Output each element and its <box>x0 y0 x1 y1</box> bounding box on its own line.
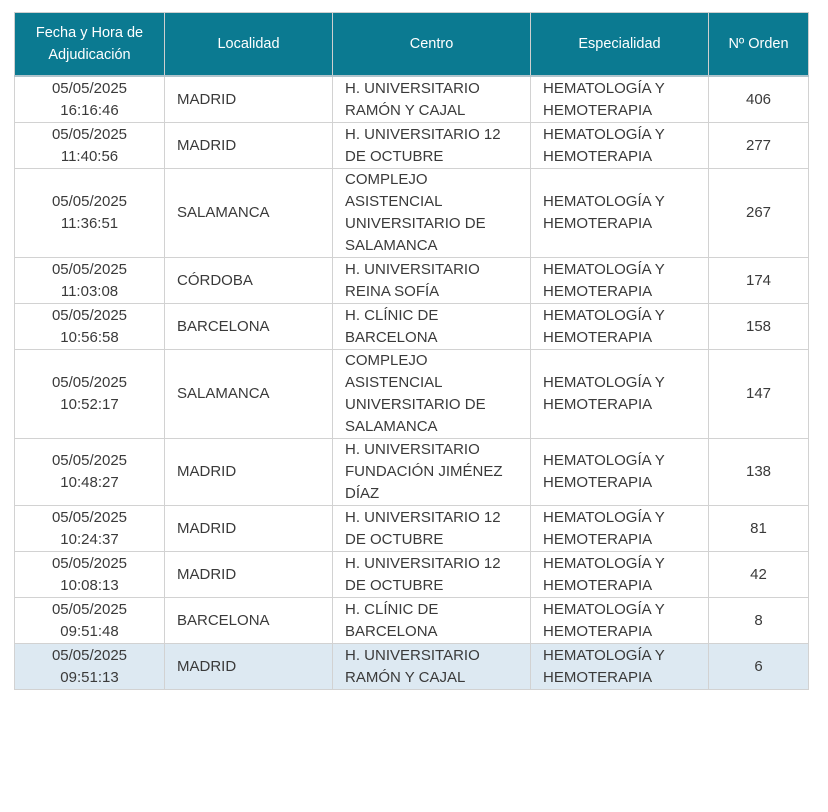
header-especialidad[interactable]: Especialidad <box>531 13 709 77</box>
localidad-cell: MADRID <box>165 76 333 123</box>
fecha-date: 05/05/2025 <box>51 79 128 97</box>
localidad-cell: MADRID <box>165 123 333 169</box>
fecha-date: 05/05/2025 <box>51 646 128 664</box>
centro-cell: COMPLEJO ASISTENCIAL UNIVERSITARIO DE SALAMANCA <box>333 169 531 258</box>
centro-cell: H. UNIVERSITARIO FUNDACIÓN JIMÉNEZ DÍAZ <box>333 439 531 506</box>
centro-cell: COMPLEJO ASISTENCIAL UNIVERSITARIO DE SALAMANCA <box>333 350 531 439</box>
localidad-cell: BARCELONA <box>165 598 333 644</box>
centro-cell: H. UNIVERSITARIO 12 DE OCTUBRE <box>333 123 531 169</box>
centro-cell: H. CLÍNIC DE BARCELONA <box>333 598 531 644</box>
table-row <box>15 76 809 123</box>
fecha-time: 10:08:13 <box>60 576 119 594</box>
especialidad-cell: HEMATOLOGÍA Y HEMOTERAPIA <box>531 76 709 123</box>
fecha-date: 05/05/2025 <box>51 193 128 210</box>
fecha-date: 05/05/2025 <box>51 260 128 278</box>
fecha-time: 11:40:56 <box>60 147 119 165</box>
centro-cell: H. UNIVERSITARIO 12 DE OCTUBRE <box>333 552 531 598</box>
centro-cell: H. UNIVERSITARIO REINA SOFÍA <box>333 258 531 304</box>
especialidad-cell: HEMATOLOGÍA Y HEMOTERAPIA <box>531 552 709 598</box>
fecha-cell <box>15 439 165 506</box>
localidad-cell: MADRID <box>165 552 333 598</box>
fecha-time: 10:52:17 <box>60 396 119 413</box>
orden-cell: 147 <box>709 350 809 439</box>
especialidad-cell: HEMATOLOGÍA Y HEMOTERAPIA <box>531 439 709 506</box>
orden-cell: 267 <box>709 169 809 258</box>
fecha-cell <box>15 304 165 350</box>
fecha-time: 09:51:48 <box>60 622 119 640</box>
especialidad-cell: HEMATOLOGÍA Y HEMOTERAPIA <box>531 169 709 258</box>
orden-cell: 6 <box>709 644 809 690</box>
fecha-cell <box>15 350 165 439</box>
especialidad-cell: HEMATOLOGÍA Y HEMOTERAPIA <box>531 123 709 169</box>
header-localidad[interactable]: Localidad <box>165 13 333 77</box>
fecha-time: 10:24:37 <box>60 530 119 548</box>
fecha-cell <box>15 552 165 598</box>
fecha-cell <box>15 644 165 690</box>
table-row <box>15 598 809 644</box>
header-fecha[interactable]: Fecha y Hora de Adjudicación <box>15 13 165 77</box>
localidad-cell: BARCELONA <box>165 304 333 350</box>
especialidad-cell: HEMATOLOGÍA Y HEMOTERAPIA <box>531 258 709 304</box>
table-row <box>15 123 809 169</box>
fecha-date: 05/05/2025 <box>51 600 128 618</box>
centro-cell: H. UNIVERSITARIO 12 DE OCTUBRE <box>333 506 531 552</box>
localidad-cell: CÓRDOBA <box>165 258 333 304</box>
header-centro[interactable]: Centro <box>333 13 531 77</box>
table-row <box>15 506 809 552</box>
orden-cell: 8 <box>709 598 809 644</box>
fecha-date: 05/05/2025 <box>51 452 128 469</box>
table-row <box>15 169 809 258</box>
orden-cell: 406 <box>709 76 809 123</box>
fecha-date: 05/05/2025 <box>51 554 128 572</box>
table-row <box>15 304 809 350</box>
especialidad-cell: HEMATOLOGÍA Y HEMOTERAPIA <box>531 598 709 644</box>
fecha-cell <box>15 506 165 552</box>
fecha-date: 05/05/2025 <box>51 125 128 143</box>
localidad-cell: SALAMANCA <box>165 350 333 439</box>
table-row <box>15 552 809 598</box>
fecha-time: 11:36:51 <box>60 215 119 232</box>
centro-cell: H. UNIVERSITARIO RAMÓN Y CAJAL <box>333 644 531 690</box>
localidad-cell: MADRID <box>165 644 333 690</box>
table-row <box>15 258 809 304</box>
especialidad-cell: HEMATOLOGÍA Y HEMOTERAPIA <box>531 506 709 552</box>
fecha-cell <box>15 123 165 169</box>
localidad-cell: MADRID <box>165 439 333 506</box>
fecha-date: 05/05/2025 <box>51 374 128 391</box>
fecha-cell <box>15 76 165 123</box>
fecha-date: 05/05/2025 <box>51 306 128 324</box>
orden-cell: 158 <box>709 304 809 350</box>
fecha-time: 11:03:08 <box>60 282 119 300</box>
fecha-cell <box>15 169 165 258</box>
orden-cell: 174 <box>709 258 809 304</box>
header-orden[interactable]: Nº Orden <box>709 13 809 77</box>
localidad-cell: SALAMANCA <box>165 169 333 258</box>
localidad-cell: MADRID <box>165 506 333 552</box>
fecha-cell <box>15 598 165 644</box>
centro-cell: H. CLÍNIC DE BARCELONA <box>333 304 531 350</box>
orden-cell: 277 <box>709 123 809 169</box>
orden-cell: 42 <box>709 552 809 598</box>
fecha-time: 09:51:13 <box>60 668 119 686</box>
orden-cell: 138 <box>709 439 809 506</box>
especialidad-cell: HEMATOLOGÍA Y HEMOTERAPIA <box>531 350 709 439</box>
fecha-time: 10:56:58 <box>60 328 119 346</box>
especialidad-cell: HEMATOLOGÍA Y HEMOTERAPIA <box>531 304 709 350</box>
fecha-time: 10:48:27 <box>60 474 119 491</box>
table-row-highlighted[interactable] <box>15 644 809 690</box>
table-row <box>15 439 809 506</box>
especialidad-cell: HEMATOLOGÍA Y HEMOTERAPIA <box>531 644 709 690</box>
orden-cell: 81 <box>709 506 809 552</box>
fecha-date: 05/05/2025 <box>51 508 128 526</box>
centro-cell: H. UNIVERSITARIO RAMÓN Y CAJAL <box>333 76 531 123</box>
fecha-time: 16:16:46 <box>60 101 119 119</box>
fecha-cell <box>15 258 165 304</box>
table-row <box>15 350 809 439</box>
adjudication-table <box>14 12 809 690</box>
table-header-row <box>15 13 809 77</box>
